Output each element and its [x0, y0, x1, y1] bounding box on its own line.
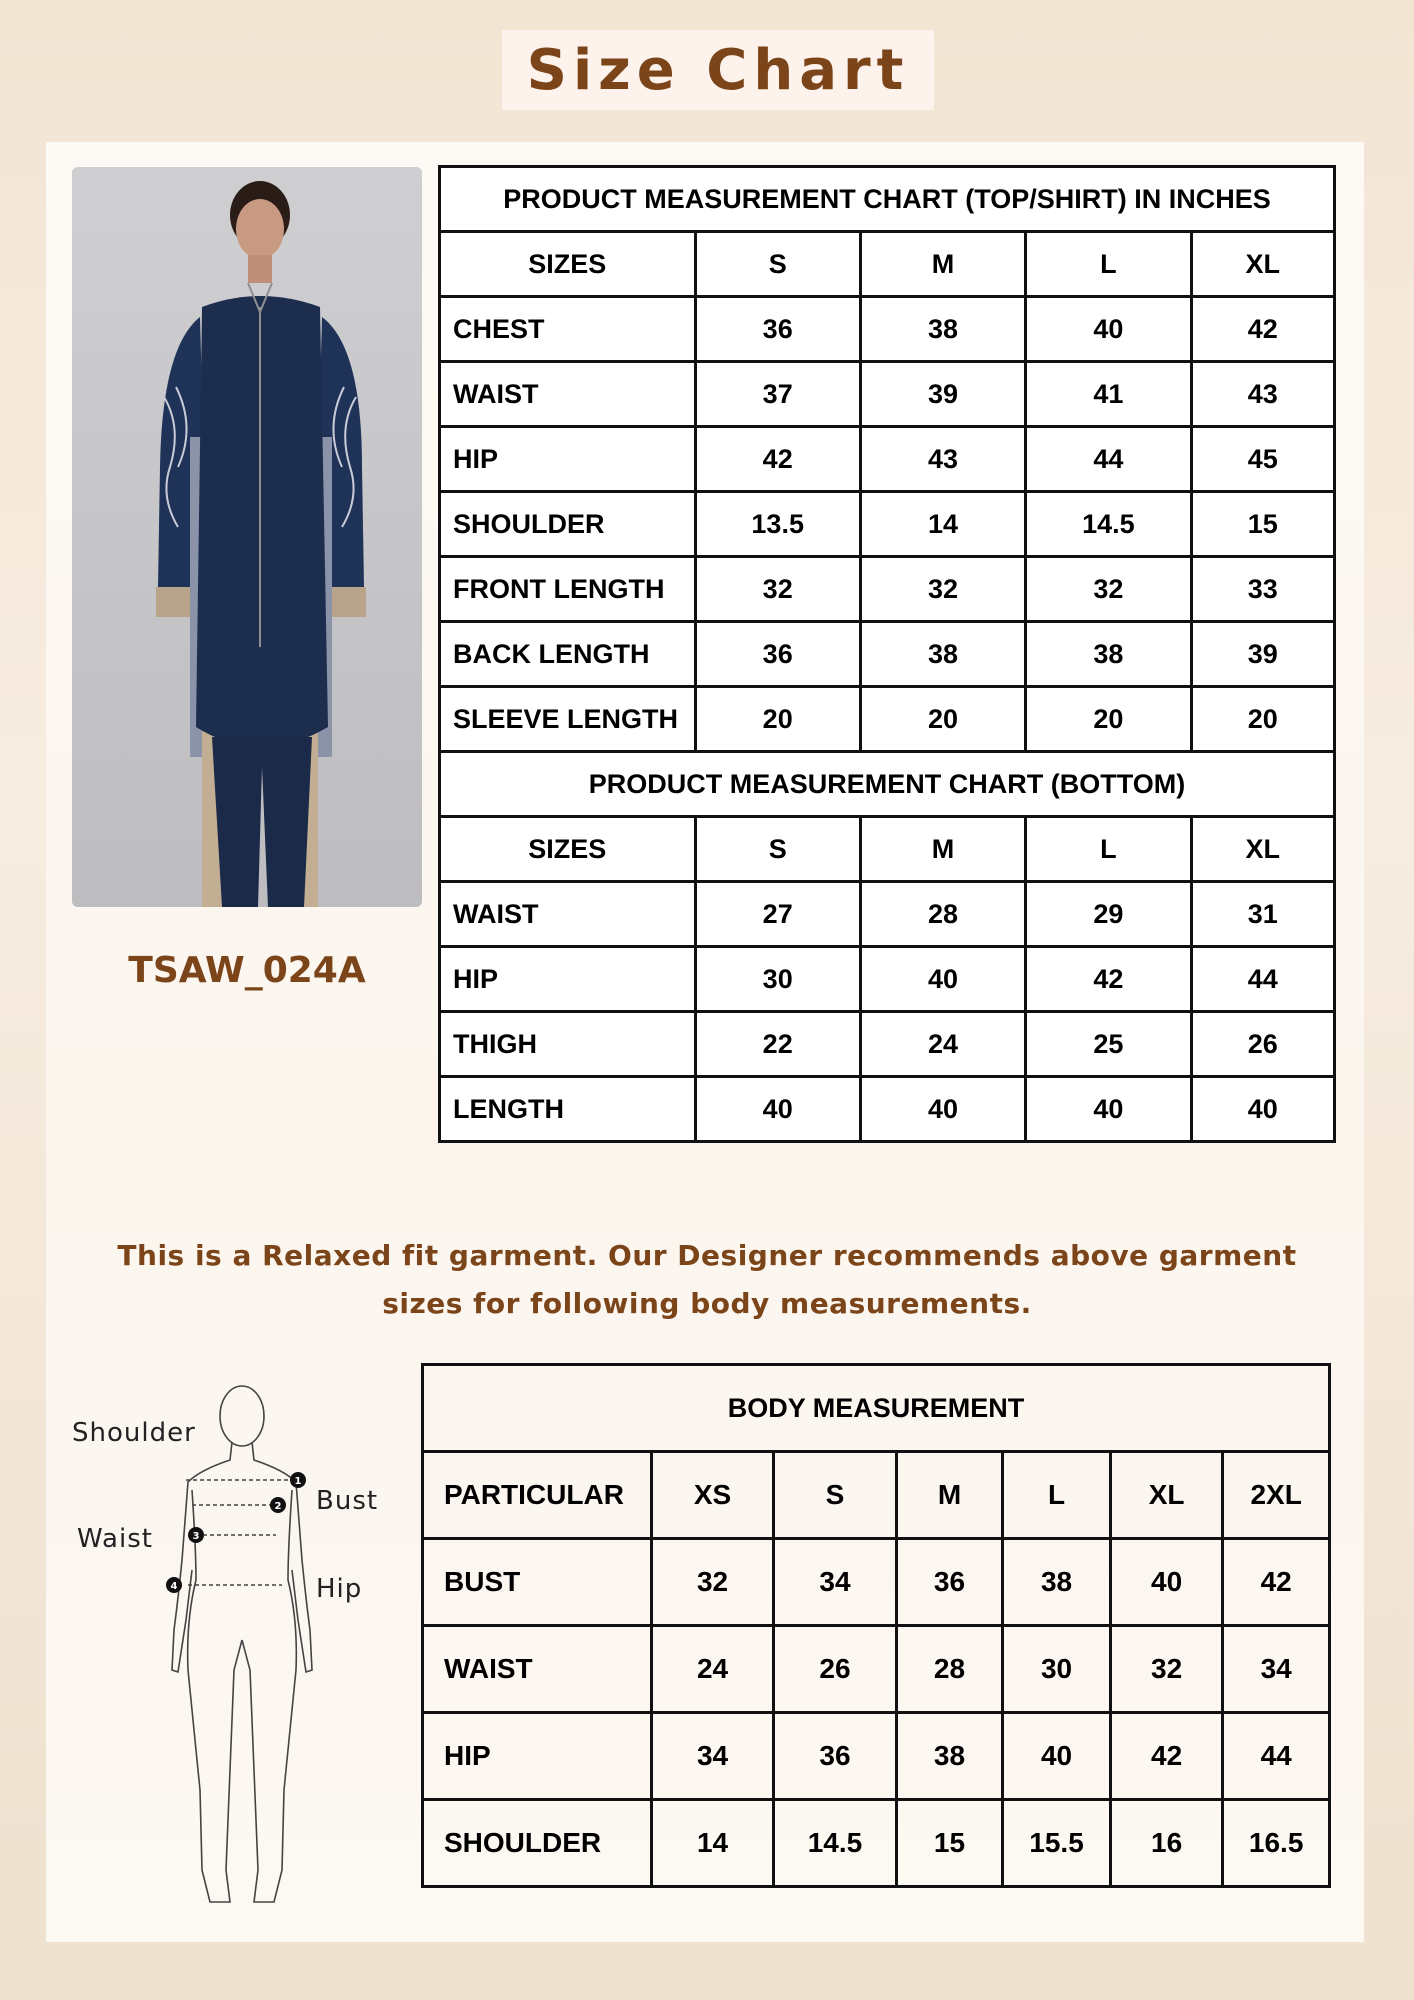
body-value-cell: 40 — [1110, 1539, 1222, 1626]
top-value-cell: 38 — [1026, 622, 1191, 687]
bottom-size-header: XL — [1191, 817, 1334, 882]
hip-label: Hip — [316, 1574, 363, 1604]
top-size-header: XL — [1191, 232, 1334, 297]
body-size-header: 2XL — [1223, 1452, 1330, 1539]
top-value-cell: 36 — [695, 297, 860, 362]
top-value-cell: 40 — [1026, 297, 1191, 362]
top-value-cell: 39 — [860, 362, 1025, 427]
top-value-cell: 38 — [860, 297, 1025, 362]
body-value-cell: 15.5 — [1003, 1800, 1111, 1887]
bottom-value-cell: 40 — [1191, 1077, 1334, 1142]
top-value-cell: 36 — [695, 622, 860, 687]
body-row-label: HIP — [423, 1713, 652, 1800]
top-value-cell: 43 — [860, 427, 1025, 492]
shoulder-label: Shoulder — [72, 1418, 196, 1448]
bottom-value-cell: 40 — [860, 947, 1025, 1012]
body-value-cell: 44 — [1223, 1713, 1330, 1800]
top-value-cell: 14 — [860, 492, 1025, 557]
bottom-row-label: WAIST — [440, 882, 696, 947]
table-row — [440, 427, 1335, 492]
product-measurement-body — [440, 167, 1335, 1142]
marker-4: 4 — [170, 1581, 178, 1592]
table-row — [423, 1626, 1330, 1713]
bottom-row-label: THIGH — [440, 1012, 696, 1077]
page-title: Size Chart — [526, 37, 910, 103]
body-title-row — [423, 1365, 1330, 1452]
bottom-value-cell: 27 — [695, 882, 860, 947]
top-value-cell: 32 — [860, 557, 1025, 622]
bottom-value-cell: 22 — [695, 1012, 860, 1077]
bottom-value-cell: 26 — [1191, 1012, 1334, 1077]
top-row-label: FRONT LENGTH — [440, 557, 696, 622]
table-row — [423, 1800, 1330, 1887]
table-row — [440, 947, 1335, 1012]
top-value-cell: 32 — [1026, 557, 1191, 622]
top-value-cell: 33 — [1191, 557, 1334, 622]
body-value-cell: 15 — [896, 1800, 1002, 1887]
title-banner — [502, 30, 934, 110]
top-value-cell: 20 — [1026, 687, 1191, 752]
body-value-cell: 40 — [1003, 1713, 1111, 1800]
bottom-value-cell: 42 — [1026, 947, 1191, 1012]
bottom-value-cell: 30 — [695, 947, 860, 1012]
bottom-value-cell: 29 — [1026, 882, 1191, 947]
body-size-header: M — [896, 1452, 1002, 1539]
top-value-cell: 13.5 — [695, 492, 860, 557]
body-value-cell: 14.5 — [774, 1800, 897, 1887]
body-value-cell: 30 — [1003, 1626, 1111, 1713]
product-measurement-table — [438, 165, 1336, 1143]
body-value-cell: 16.5 — [1223, 1800, 1330, 1887]
table-row — [423, 1713, 1330, 1800]
table-row — [423, 1539, 1330, 1626]
top-row-label: SLEEVE LENGTH — [440, 687, 696, 752]
waist-label: Waist — [77, 1524, 153, 1554]
top-value-cell: 38 — [860, 622, 1025, 687]
top-value-cell: 41 — [1026, 362, 1191, 427]
fit-note-line-2: sizes for following body measurements. — [382, 1287, 1032, 1320]
top-value-cell: 32 — [695, 557, 860, 622]
top-row-label: CHEST — [440, 297, 696, 362]
top-row-label: HIP — [440, 427, 696, 492]
body-size-header: XL — [1110, 1452, 1222, 1539]
top-row-label: SHOULDER — [440, 492, 696, 557]
bottom-value-cell: 24 — [860, 1012, 1025, 1077]
table-row — [440, 1077, 1335, 1142]
table-row — [440, 557, 1335, 622]
top-value-cell: 20 — [1191, 687, 1334, 752]
bottom-value-cell: 40 — [860, 1077, 1025, 1142]
top-size-header: M — [860, 232, 1025, 297]
bottom-title-row — [440, 752, 1335, 817]
marker-2: 2 — [274, 1501, 282, 1512]
bust-label: Bust — [316, 1486, 379, 1516]
bottom-value-cell: 44 — [1191, 947, 1334, 1012]
table-row — [440, 362, 1335, 427]
body-value-cell: 36 — [896, 1539, 1002, 1626]
particular-header: PARTICULAR — [423, 1452, 652, 1539]
fit-note — [90, 1232, 1324, 1328]
body-value-cell: 34 — [1223, 1626, 1330, 1713]
bottom-value-cell: 40 — [695, 1077, 860, 1142]
body-value-cell: 24 — [651, 1626, 773, 1713]
body-value-cell: 14 — [651, 1800, 773, 1887]
top-sizes-header: SIZES — [440, 232, 696, 297]
body-outline-icon — [60, 1370, 400, 1915]
bottom-chart-title: PRODUCT MEASUREMENT CHART (BOTTOM) — [440, 752, 1335, 817]
top-value-cell: 42 — [1191, 297, 1334, 362]
product-code: TSAW_024A — [128, 950, 366, 991]
fit-note-line-1: This is a Relaxed fit garment. Our Designer recommends above garment — [117, 1239, 1297, 1272]
top-value-cell: 14.5 — [1026, 492, 1191, 557]
bottom-row-label: HIP — [440, 947, 696, 1012]
table-row — [440, 492, 1335, 557]
top-value-cell: 15 — [1191, 492, 1334, 557]
body-size-header: S — [774, 1452, 897, 1539]
top-row-label: BACK LENGTH — [440, 622, 696, 687]
top-value-cell: 39 — [1191, 622, 1334, 687]
model-illustration — [72, 167, 422, 907]
bottom-size-header: L — [1026, 817, 1191, 882]
top-size-header: L — [1026, 232, 1191, 297]
body-value-cell: 28 — [896, 1626, 1002, 1713]
product-photo — [72, 167, 422, 907]
bottom-value-cell: 25 — [1026, 1012, 1191, 1077]
bottom-size-header: S — [695, 817, 860, 882]
body-measurement-body — [423, 1365, 1330, 1887]
body-chart-title: BODY MEASUREMENT — [423, 1365, 1330, 1452]
body-size-header: XS — [651, 1452, 773, 1539]
marker-3: 3 — [192, 1531, 200, 1542]
top-value-cell: 37 — [695, 362, 860, 427]
bottom-size-header: M — [860, 817, 1025, 882]
top-value-cell: 20 — [695, 687, 860, 752]
top-value-cell: 43 — [1191, 362, 1334, 427]
body-value-cell: 38 — [1003, 1539, 1111, 1626]
bottom-header-row — [440, 817, 1335, 882]
table-row — [440, 882, 1335, 947]
bottom-sizes-header: SIZES — [440, 817, 696, 882]
body-value-cell: 34 — [774, 1539, 897, 1626]
marker-1: 1 — [294, 1476, 302, 1487]
top-row-label: WAIST — [440, 362, 696, 427]
body-value-cell: 36 — [774, 1713, 897, 1800]
body-row-label: BUST — [423, 1539, 652, 1626]
table-row — [440, 1012, 1335, 1077]
body-value-cell: 32 — [651, 1539, 773, 1626]
bottom-value-cell: 31 — [1191, 882, 1334, 947]
bottom-row-label: LENGTH — [440, 1077, 696, 1142]
body-value-cell: 16 — [1110, 1800, 1222, 1887]
bottom-value-cell: 28 — [860, 882, 1025, 947]
table-row — [440, 297, 1335, 362]
body-size-header: L — [1003, 1452, 1111, 1539]
body-value-cell: 38 — [896, 1713, 1002, 1800]
body-measurement-table — [421, 1363, 1331, 1888]
body-row-label: WAIST — [423, 1626, 652, 1713]
top-value-cell: 45 — [1191, 427, 1334, 492]
table-row — [440, 687, 1335, 752]
top-value-cell: 42 — [695, 427, 860, 492]
body-value-cell: 42 — [1110, 1713, 1222, 1800]
top-title-row — [440, 167, 1335, 232]
body-value-cell: 42 — [1223, 1539, 1330, 1626]
body-header-row — [423, 1452, 1330, 1539]
top-value-cell: 44 — [1026, 427, 1191, 492]
body-value-cell: 32 — [1110, 1626, 1222, 1713]
body-value-cell: 34 — [651, 1713, 773, 1800]
body-value-cell: 26 — [774, 1626, 897, 1713]
body-diagram — [60, 1370, 400, 1915]
top-header-row — [440, 232, 1335, 297]
top-value-cell: 20 — [860, 687, 1025, 752]
body-row-label: SHOULDER — [423, 1800, 652, 1887]
top-size-header: S — [695, 232, 860, 297]
top-chart-title: PRODUCT MEASUREMENT CHART (TOP/SHIRT) IN INCHES — [440, 167, 1335, 232]
table-row — [440, 622, 1335, 687]
bottom-value-cell: 40 — [1026, 1077, 1191, 1142]
